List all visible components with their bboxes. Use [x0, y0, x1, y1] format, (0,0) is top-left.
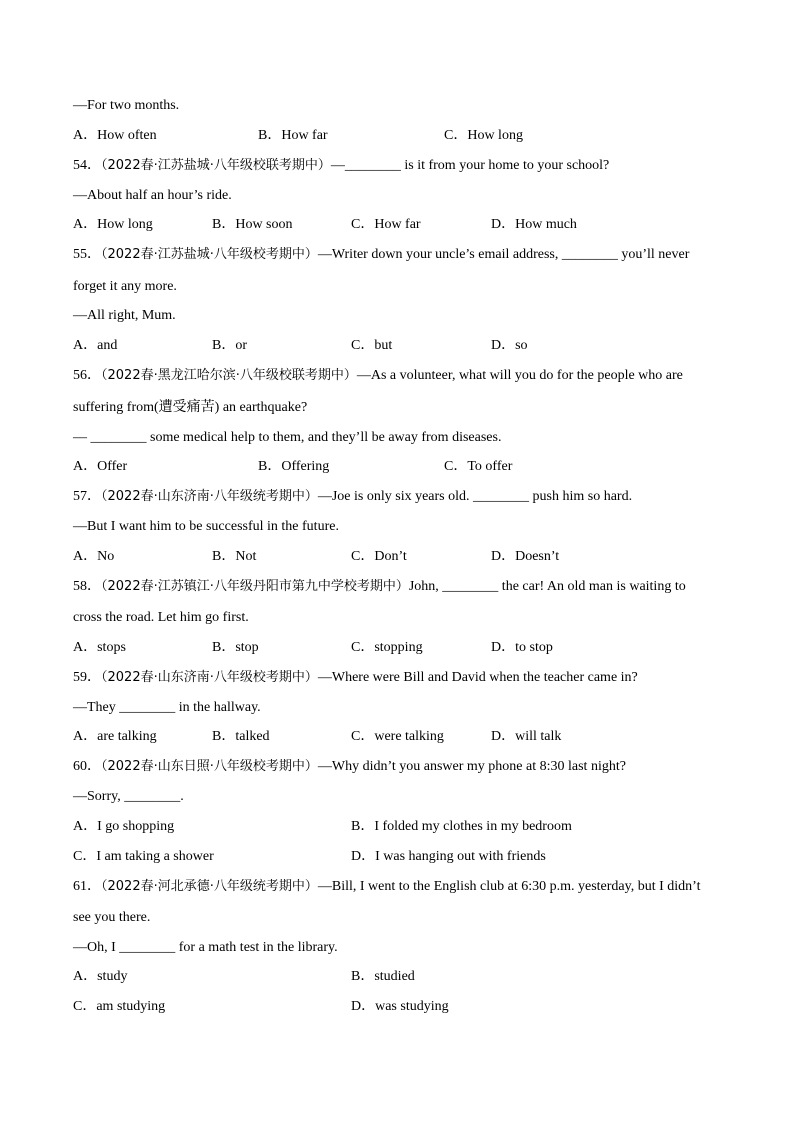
q58-stem-cont: cross the road. Let him go first. — [73, 610, 249, 625]
q58-source: （2022春·江苏镇江·八年级丹阳市第九中学校考期中） — [101, 579, 409, 594]
q61-stem: —Bill, I went to the English club at 6:30 p.m. yesterday, but I didn’t — [317, 879, 701, 894]
q60-option-d: D．I was hanging out with friends — [351, 849, 546, 864]
q61-number: 61． — [73, 879, 101, 894]
q53-option-a: A．How often — [73, 128, 157, 143]
q55-question — [73, 246, 689, 264]
q53-option-b: B．How far — [258, 128, 328, 143]
q58-question — [73, 578, 686, 596]
q56-stem-cont: suffering from(遭受痛苦) an earthquake? — [73, 400, 308, 415]
q55-option-b: B．or — [212, 338, 247, 353]
q57-option-c: C．Don’t — [351, 549, 407, 564]
q55-reply: —All right, Mum. — [73, 308, 176, 323]
q57-source: （2022春·山东济南·八年级统考期中） — [101, 489, 318, 504]
q60-question — [73, 758, 626, 776]
q60-source: （2022春·山东日照·八年级校考期中） — [101, 759, 318, 774]
q57-option-b: B．Not — [212, 549, 257, 564]
q61-reply: —Oh, I ________ for a math test in the library. — [73, 940, 338, 955]
q60-option-b: B．I folded my clothes in my bedroom — [351, 819, 572, 834]
q54-option-d: D．How much — [491, 217, 577, 232]
q56-question — [73, 367, 683, 385]
q55-stem: —Writer down your uncle’s email address, ________ you’ll never — [317, 247, 690, 262]
q56-option-a: A．Offer — [73, 459, 128, 474]
q56-stem: —As a volunteer, what will you do for the people who are — [356, 368, 683, 383]
q57-option-d: D．Doesn’t — [491, 549, 560, 564]
q55-stem-cont: forget it any more. — [73, 279, 177, 294]
q57-option-a: A．No — [73, 549, 115, 564]
q60-option-a: A．I go shopping — [73, 819, 175, 834]
q59-option-d: D．will talk — [491, 729, 562, 744]
q61-option-c: C．am studying — [73, 999, 166, 1014]
q56-option-c: C．To offer — [444, 459, 513, 474]
q54-option-c: C．How far — [351, 217, 421, 232]
q59-option-c: C．were talking — [351, 729, 444, 744]
q58-option-d: D．to stop — [491, 640, 553, 655]
q56-reply: — ________ some medical help to them, and they’ll be away from diseases. — [73, 430, 502, 445]
q54-reply: —About half an hour’s ride. — [73, 188, 232, 203]
q55-source: （2022春·江苏盐城·八年级校考期中） — [101, 247, 318, 262]
q61-source: （2022春·河北承德·八年级统考期中） — [101, 879, 318, 894]
q54-source: （2022春·江苏盐城·八年级校联考期中） — [101, 158, 331, 173]
q55-option-a: A．and — [73, 338, 118, 353]
q60-reply: —Sorry, ________. — [73, 789, 184, 804]
q56-option-b: B．Offering — [258, 459, 330, 474]
q57-question — [73, 488, 632, 506]
q53-option-c: C．How long — [444, 128, 523, 143]
q61-question — [73, 878, 700, 896]
q53-answer-line: —For two months. — [73, 98, 180, 113]
q54-stem: —________ is it from your home to your school? — [330, 158, 610, 173]
q54-number: 54． — [73, 158, 101, 173]
q61-stem-cont: see you there. — [73, 910, 151, 925]
q57-stem: —Joe is only six years old. ________ push him so hard. — [317, 489, 633, 504]
q59-number: 59． — [73, 670, 101, 685]
q57-number: 57． — [73, 489, 101, 504]
q55-option-c: C．but — [351, 338, 393, 353]
q58-option-c: C．stopping — [351, 640, 423, 655]
q61-option-a: A．study — [73, 969, 128, 984]
q58-stem: John, ________ the car! An old man is waiting to — [408, 579, 686, 594]
q57-reply: —But I want him to be successful in the future. — [73, 519, 339, 534]
q55-number: 55． — [73, 247, 101, 262]
q58-number: 58． — [73, 579, 101, 594]
q59-question — [73, 669, 638, 687]
q59-source: （2022春·山东济南·八年级校考期中） — [101, 670, 318, 685]
q55-option-d: D．so — [491, 338, 528, 353]
q60-number: 60． — [73, 759, 101, 774]
q54-question — [73, 157, 609, 175]
q59-option-b: B．talked — [212, 729, 270, 744]
q58-option-a: A．stops — [73, 640, 126, 655]
q59-stem: —Where were Bill and David when the teacher came in? — [317, 670, 638, 685]
q59-reply: —They ________ in the hallway. — [73, 700, 261, 715]
q61-option-d: D．was studying — [351, 999, 449, 1014]
q58-option-b: B．stop — [212, 640, 259, 655]
q54-option-b: B．How soon — [212, 217, 293, 232]
q60-stem: —Why didn’t you answer my phone at 8:30 last night? — [317, 759, 626, 774]
q56-source: （2022春·黑龙江哈尔滨·八年级校联考期中） — [101, 368, 357, 383]
q61-option-b: B．studied — [351, 969, 415, 984]
q60-option-c: C．I am taking a shower — [73, 849, 214, 864]
q59-option-a: A．are talking — [73, 729, 157, 744]
q54-option-a: A．How long — [73, 217, 153, 232]
q56-number: 56． — [73, 368, 101, 383]
